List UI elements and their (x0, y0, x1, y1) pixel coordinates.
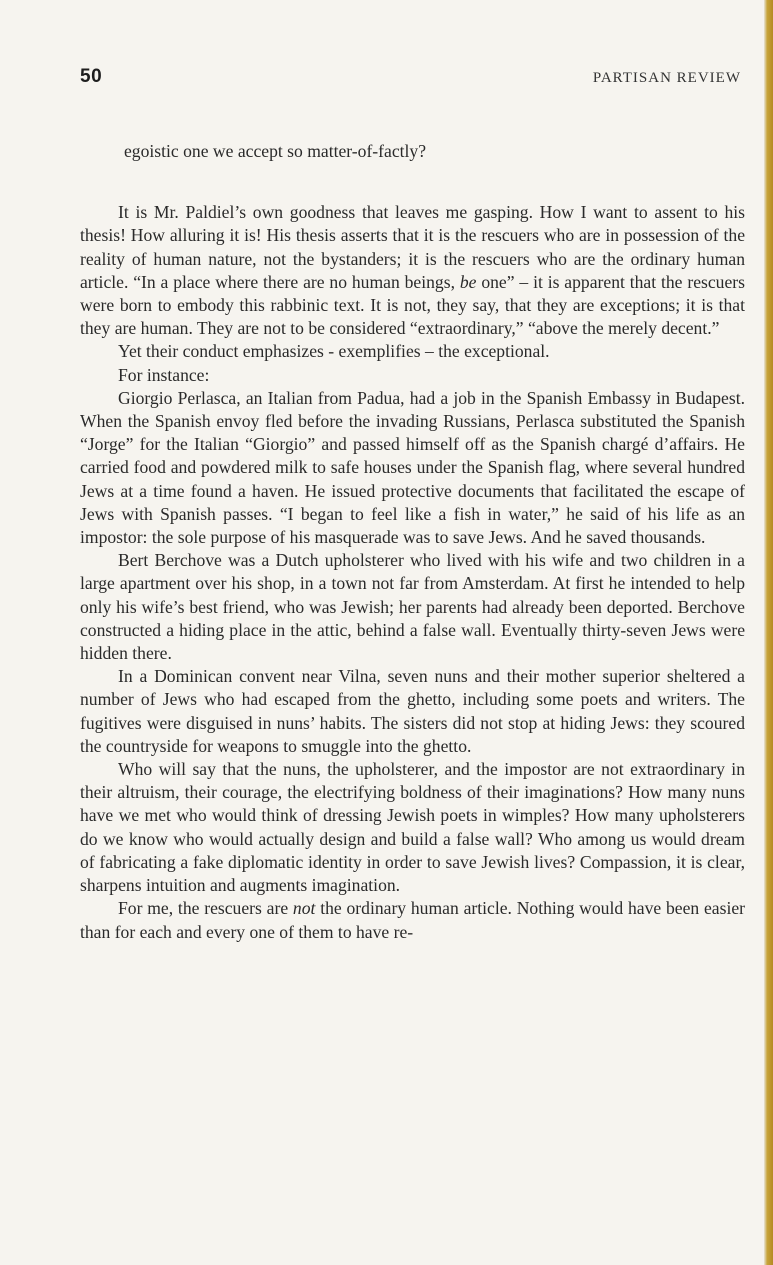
running-head: PARTISAN REVIEW (592, 70, 741, 86)
paragraph (80, 201, 745, 340)
article-text (80, 140, 745, 944)
paragraph: Who will say that the nuns, the upholsterer, and the impostor are not extraordinary in their altruism, their courage, the electrifying boldness of their imaginations? How many nuns have we met who would think of dressing Jewish poets in wimples? How many upholsterers do we know who would actually design and build a false wall? Who among us would dream of fabricating a fake diplomatic identity in order to save Jewish lives? Compassion, it is clear, sharpens intuition and augments imagination. (80, 759, 745, 896)
emphasis: not (292, 898, 316, 919)
paragraph: In a Dominican convent near Vilna, seven nuns and their mother superior sheltered a number of Jews who had escaped from the ghetto, including some poets and writers. The fugitives were disguised in nuns’ habits. The sisters did not stop at hiding Jews: they scoured the countryside for weapons to smuggle into the ghetto. (80, 666, 745, 756)
paragraph: For instance: (118, 364, 210, 385)
paragraph: Bert Berchove was a Dutch upholsterer who lived with his wife and two children in a large apartment over his shop, in a town not far from Amsterdam. At first he intended to help only his wife’s best friend, who was Jewish; her parents had already been deported. Berchove constructed a hiding place in the attic, behind a false wall. Eventually thirty-seven Jews were hidden there. (80, 550, 745, 664)
paragraph-text: It is Mr. Paldiel’s own goodness that leaves me gasping. How I want to assent to his thesis! How alluring it is! His thesis asserts that it is the rescuers who are in possession of the reality of human nature, not the bystanders; it is the rescuers who are the ordinary human article. “In a place where there are no human beings, (80, 202, 745, 292)
page-edge (764, 0, 773, 1265)
paragraph: Giorgio Perlasca, an Italian from Padua, had a job in the Spanish Embassy in Budapest. When the Spanish envoy fled before the invading Russians, Perlasca substituted the Spanish “Jorge” for the Italian “Giorgio” and passed himself off as the Spanish chargé d’affairs. He carried food and powdered milk to safe houses under the Spanish flag, where several hundred Jews at a time found a haven. He issued protective documents that facilitated the escape of Jews with Spanish passes. “I began to feel like a fish in water,” he said of his life as an impostor: the sole purpose of his masquerade was to save Jews. And he saved thousands. (80, 387, 745, 548)
paragraph-text: For me, the rescuers are (118, 898, 293, 919)
paragraph-text: the ordinary human article. Nothing would have been easier than for each and every one of them to have re- (80, 898, 745, 942)
paragraph: Yet their conduct emphasizes - exemplifies – the exceptional. (118, 341, 550, 362)
paragraph (80, 897, 745, 943)
page-number: 50 (80, 66, 103, 87)
emphasis: be (459, 271, 477, 292)
paragraph-continuation: egoistic one we accept so matter-of-factly? (124, 141, 427, 161)
paragraph-text: one” – it is apparent that the rescuers were born to embody this rabbinic text. It is not, they say, that they are exceptions; it is that they are human. They are not to be considered “extraordinary,” “above the merely decent.” (80, 271, 745, 339)
